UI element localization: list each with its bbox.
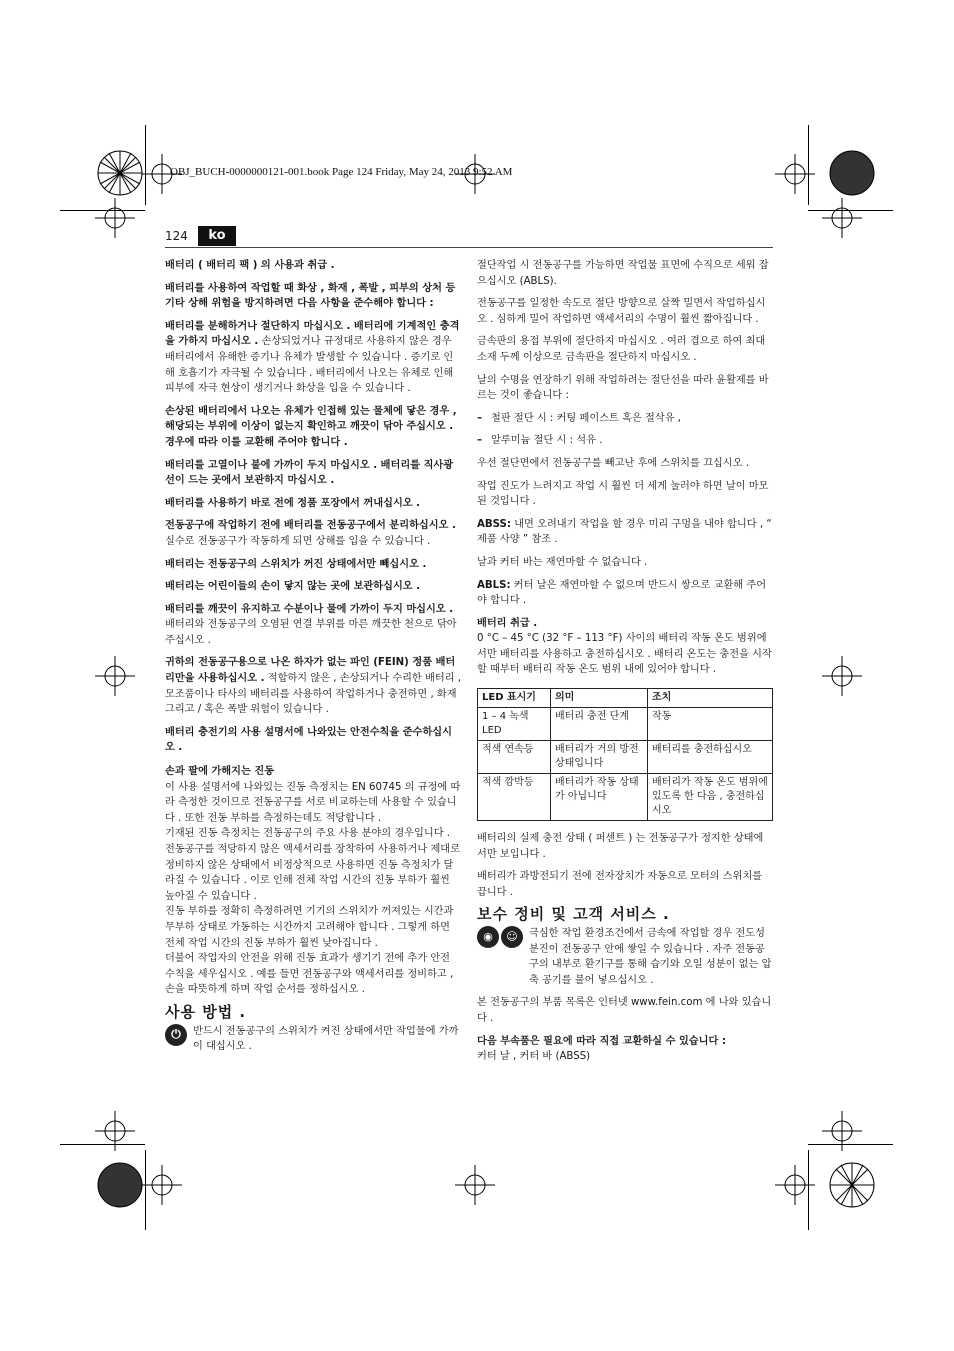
parts-list-para: 본 전동공구의 부품 목록은 인터넷 www.fein.com 에 나와 있습니다 .	[477, 997, 772, 1024]
vibration-para-2: 기재된 진동 측정치는 전동공구의 주요 사용 분야의 경우입니다 . 전동공구를 적당하지 않은 액세서리를 장착하여 사용하거나 제대로 정비하지 않은 상태에서 비정상적으로 사용하면 진동 측정치가 달라질 수 있습니다 . 이로 인해 전체 작업 시간의 진동 부하가 훨씬 높아질 수 있습니다 .	[165, 828, 460, 902]
table-row	[478, 741, 773, 774]
battery-rule-10: 배터리 충전기의 사용 설명서에 나와있는 안전수칙을 준수하십시오 .	[165, 726, 452, 754]
usage-note	[165, 1024, 461, 1055]
face-mask-icon: ☺	[501, 926, 523, 948]
cutting-para-7: 날과 커터 바는 재연마할 수 없습니다 .	[477, 556, 648, 568]
cutting-para-4: 날의 수명을 연장하기 위해 작업하려는 절단선을 따라 윤활제를 바르는 것이 좋습니다 :	[477, 374, 769, 402]
crosshair-left-upper	[95, 198, 135, 238]
crop-mark	[145, 125, 146, 205]
crop-mark	[808, 1144, 893, 1145]
registration-mark-bottom-right	[827, 1160, 877, 1210]
crop-mark	[808, 210, 893, 211]
lubricant-item: – 철판 절단 시 : 커팅 페이스트 혹은 절삭유 ,	[477, 412, 682, 424]
battery-rule-4: 배터리를 사용하기 바로 전에 정품 포장에서 꺼내십시오 .	[165, 497, 421, 509]
usage-heading: 사용 방법 .	[165, 1002, 247, 1021]
usage-note-text: 반드시 전동공구의 스위치가 켜진 상태에서만 작업물에 가까이 대십시오 .	[193, 1025, 459, 1053]
print-slug: OBJ_BUCH-0000000121-001.book Page 124 Friday, May 24, 2013 9:52 AM	[170, 166, 513, 178]
battery-rule-5: 전동공구에 작업하기 전에 배터리를 전동공구에서 분리하십시오 . 실수로 전동공구가 작동하게 되면 상해를 입을 수 있습니다 .	[165, 520, 456, 547]
crosshair-right-upper	[822, 198, 862, 238]
battery-rule-3: 배터리를 고열이나 불에 가까이 두지 마십시오 . 배터리를 직사광선이 드는 곳에서 보관하지 마십시오 .	[165, 459, 454, 487]
table-cell: 적색 연속등	[478, 741, 551, 774]
crosshair-left-middle	[95, 656, 135, 696]
cutting-para-6: 작업 진도가 느려지고 작업 시 훨씬 더 세게 눌러야 하면 날이 마모된 것입니다 .	[477, 480, 769, 508]
battery-intro: 배터리를 사용하여 작업할 때 화상 , 화재 , 폭발 , 피부의 상처 등 기타 상해 위험을 방지하려면 다음 사항을 준수해야 합니다 :	[165, 282, 456, 310]
crop-mark	[60, 1144, 145, 1145]
table-cell: 배터리가 거의 방전 상태입니다	[551, 741, 648, 774]
service-note	[477, 926, 773, 988]
cutting-para-3: 금속판의 용접 부위에 절단하지 마십시오 . 여러 겹으로 하여 최대 소재 두께 이상으로 금속판을 절단하지 마십시오 .	[477, 336, 766, 363]
table-row	[478, 774, 773, 821]
table-cell: 적색 깜박등	[478, 774, 551, 821]
tool-on-icon: ⏻	[165, 1024, 187, 1046]
battery-rule-9: 귀하의 전동공구용으로 나온 하자가 없는 파인 (FEIN) 정품 배터리만을 사용하십시오 . 적합하지 않은 , 손상되거나 수리한 배터리 , 모조품이나 타사의 배터리를 사용하여 작업하거나 충전하면 , 화재 그리고 / 혹은 폭발 위험이 있습니다 .	[165, 657, 461, 716]
vibration-para-1: 이 사용 설명서에 나와있는 진동 측정치는 EN 60745 의 규정에 따라 측정한 것이므로 전동공구를 서로 비교하는데 사용할 수 있습니다 . 또한 전동 부하를 측정하는데도 적당합니다 .	[165, 781, 461, 824]
crop-mark	[60, 210, 145, 211]
table-header-cell: 의미	[551, 689, 648, 708]
language-tab: ko	[198, 226, 236, 246]
registration-mark-bottom-left	[95, 1160, 145, 1210]
battery-handling-para: 0 °C – 45 °C (32 °F – 113 °F) 사이의 배터리 작동 온도 범위에서만 배터리를 사용하고 충전하십시오 . 배터리 온도는 충전을 시작할 때부터 배터리 작동 온도 범위 내에 있어야 합니다 .	[477, 633, 772, 676]
vibration-heading: 손과 팔에 가해지는 진동	[165, 766, 275, 778]
battery-rule-2: 손상된 배터리에서 나오는 유체가 인접해 있는 물체에 닿은 경우 , 해당되는 부위에 이상이 없는지 확인하고 깨끗이 닦아 주십시오 . 경우에 따라 이를 교환해 주어야 합니다 .	[165, 405, 457, 448]
battery-rule-8: 배터리를 깨끗이 유지하고 수분이나 물에 가까이 두지 마십시오 . 배터리와 전동공구의 오염된 연결 부위를 마른 깨끗한 천으로 닦아 주십시오 .	[165, 603, 457, 646]
overdischarge-para: 배터리가 과방전되기 전에 전자장치가 자동으로 모터의 스위치를 끕니다 .	[477, 871, 763, 898]
cutting-para-2: 전동공구를 일정한 속도로 절단 방향으로 살짝 밀면서 작업하십시오 . 심하게 밀어 작업하면 액세서리의 수명이 훨씬 짧아집니다 .	[477, 298, 766, 325]
crosshair-left-lower	[95, 1111, 135, 1151]
battery-heading: 배터리 ( 배터리 팩 ) 의 사용과 취급 .	[165, 260, 335, 271]
table-header-row	[478, 689, 773, 708]
table-cell: 배터리가 작동 온도 범위에 있도록 한 다음 , 충전하십시오	[648, 774, 773, 821]
table-cell: 배터리를 충전하십시오	[648, 741, 773, 774]
table-cell: 작동	[648, 708, 773, 741]
abls-note: ABLS: 커터 날은 재연마할 수 없으며 반드시 쌍으로 교환해 주어야 합니다 .	[477, 579, 767, 607]
crosshair-top-right	[775, 154, 815, 194]
table-row	[478, 708, 773, 741]
vibration-para-4: 더불어 작업자의 안전을 위해 진동 효과가 생기기 전에 추가 안전 수칙을 세우십시오 . 예를 들면 전동공구와 액세서리를 정비하고 , 손을 따뜻하게 하며 작업 순서를 정하십시오 .	[165, 953, 454, 996]
table-cell: 배터리가 작동 상태가 아닙니다	[551, 774, 648, 821]
registration-mark-top-right	[827, 148, 877, 198]
battery-handling-heading: 배터리 취급 .	[477, 617, 538, 629]
header-rule	[165, 247, 773, 248]
page-number: 124	[165, 229, 188, 243]
cutting-para-1: 절단작업 시 전동공구를 가능하면 작업물 표면에 수직으로 세워 잡으십시오 (ABLS).	[477, 260, 769, 287]
registration-mark-top-left	[95, 148, 145, 198]
right-column	[477, 258, 773, 1065]
crop-mark	[808, 1150, 809, 1230]
led-table	[477, 688, 773, 821]
lubricant-item: – 알루미늄 절단 시 : 석유 .	[477, 435, 603, 447]
battery-rule-1: 배터리를 분해하거나 절단하지 마십시오 . 배터리에 기계적인 충격을 가하지 마십시오 . 손상되었거나 규정대로 사용하지 않은 경우 배터리에서 유해한 증기나 유체가 발생할 수 있습니다 . 증기로 인해 호흡기가 자극될 수 있습니다 . 배터리에서 나오는 유체로 인해 피부에 자극 현상이 생기거나 화상을 입을 수 있습니다 .	[165, 320, 460, 395]
vibration-para-3: 진동 부하를 정확히 측정하려면 기기의 스위치가 꺼져있는 시간과 무부하 상태로 가동하는 시간까지 고려해야 합니다 . 그렇게 하면 전체 작업 시간의 진동 부하가 훨씬 낮아집니다 .	[165, 906, 454, 949]
replaceable-parts: 커터 날 , 커터 바 (ABSS)	[477, 1051, 591, 1063]
left-column	[165, 258, 461, 1055]
safety-goggles-icon: ◉	[477, 926, 499, 948]
table-header-cell: 조치	[648, 689, 773, 708]
replaceable-parts-heading: 다음 부속품은 필요에 따라 직접 교환하실 수 있습니다 :	[477, 1035, 726, 1047]
crosshair-bottom-center	[455, 1165, 495, 1205]
crop-mark	[808, 125, 809, 205]
crosshair-right-lower	[822, 1111, 862, 1151]
charge-state-para: 배터리의 실제 충전 상태 ( 퍼센트 ) 는 전동공구가 정지한 상태에서만 보입니다 .	[477, 833, 764, 860]
table-cell: 1 – 4 녹색 LED	[478, 708, 551, 741]
table-header-cell: LED 표시기	[478, 689, 551, 708]
service-heading: 보수 정비 및 고객 서비스 .	[477, 905, 670, 924]
abss-note: ABSS: 내면 오려내기 작업을 할 경우 미리 구멍을 내야 합니다 , “ 제품 사양 ” 참조 .	[477, 518, 772, 546]
crosshair-bottom-right	[775, 1165, 815, 1205]
battery-rule-7: 배터리는 어린이들의 손이 닿지 않는 곳에 보관하십시오 .	[165, 581, 421, 593]
battery-rule-6: 배터리는 전동공구의 스위치가 꺼진 상태에서만 빼십시오 .	[165, 558, 427, 570]
table-cell: 배터리 충전 단계	[551, 708, 648, 741]
crop-mark	[145, 1150, 146, 1230]
crosshair-bottom-left	[142, 1165, 182, 1205]
crosshair-right-middle	[822, 656, 862, 696]
service-note-text: 극심한 작업 환경조건에서 금속에 작업할 경우 전도성 분진이 전동공구 안에 쌓일 수 있습니다 . 자주 전동공구의 내부로 환기구를 통해 습기와 오일 성분이 없는 압축 공기를 불어 넣으십시오 .	[529, 928, 772, 986]
cutting-para-5: 우선 절단면에서 전동공구를 빼고난 후에 스위치를 끄십시오 .	[477, 457, 749, 469]
